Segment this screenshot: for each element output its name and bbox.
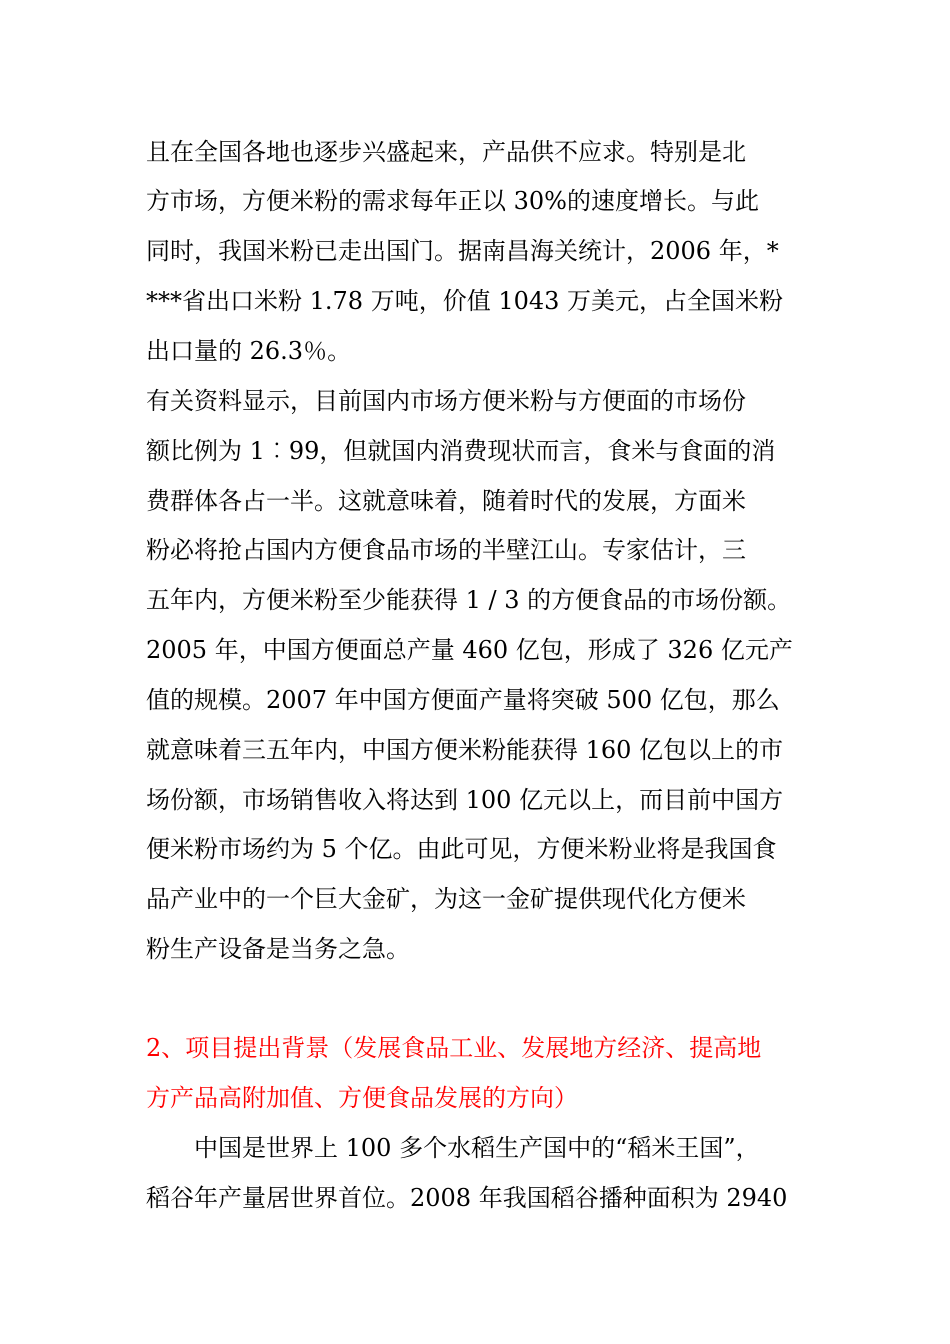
body-line: 就意味着三五年内，中国方便米粉能获得 160 亿包以上的市 xyxy=(146,736,784,764)
body-line: 费群体各占一半。这就意味着，随着时代的发展，方面米 xyxy=(146,487,746,515)
section-heading: 2、项目提出背景（发展食品工业、发展地方经济、提高地 xyxy=(146,1034,762,1062)
section-heading: 方产品高附加值、方便食品发展的方向） xyxy=(146,1084,578,1112)
body-line: 出口量的 26.3％。 xyxy=(146,337,352,365)
body-line: 额比例为 1︰99，但就国内消费现状而言，食米与食面的消 xyxy=(146,437,776,465)
body-line: 有关资料显示，目前国内市场方便米粉与方便面的市场份 xyxy=(146,387,746,415)
body-line: 品产业中的一个巨大金矿，为这一金矿提供现代化方便米 xyxy=(146,885,746,913)
body-line: 五年内，方便米粉至少能获得 1 / 3 的方便食品的市场份额。 xyxy=(146,586,792,614)
body-line: 方市场，方便米粉的需求每年正以 30%的速度增长。与此 xyxy=(146,187,759,215)
body-line: 2005 年，中国方便面总产量 460 亿包，形成了 326 亿元产 xyxy=(146,636,793,664)
body-line: 同时，我国米粉已走出国门。据南昌海关统计，2006 年，* xyxy=(146,237,779,265)
body-line: 场份额，市场销售收入将达到 100 亿元以上，而目前中国方 xyxy=(146,786,784,814)
body-line: 中国是世界上 100 多个水稻生产国中的“稻米王国”， xyxy=(194,1134,760,1162)
body-line: 粉必将抢占国内方便食品市场的半壁江山。专家估计，三 xyxy=(146,536,746,564)
body-line: 粉生产设备是当务之急。 xyxy=(146,935,410,963)
body-line: 便米粉市场约为 5 个亿。由此可见，方便米粉业将是我国食 xyxy=(146,835,777,863)
body-line: 且在全国各地也逐步兴盛起来，产品供不应求。特别是北 xyxy=(146,138,746,166)
body-line: ***省出口米粉 1.78 万吨，价值 1043 万美元，占全国米粉 xyxy=(146,287,784,315)
body-line: 稻谷年产量居世界首位。2008 年我国稻谷播种面积为 2940 xyxy=(146,1184,788,1212)
body-line: 值的规模。2007 年中国方便面产量将突破 500 亿包，那么 xyxy=(146,686,780,714)
